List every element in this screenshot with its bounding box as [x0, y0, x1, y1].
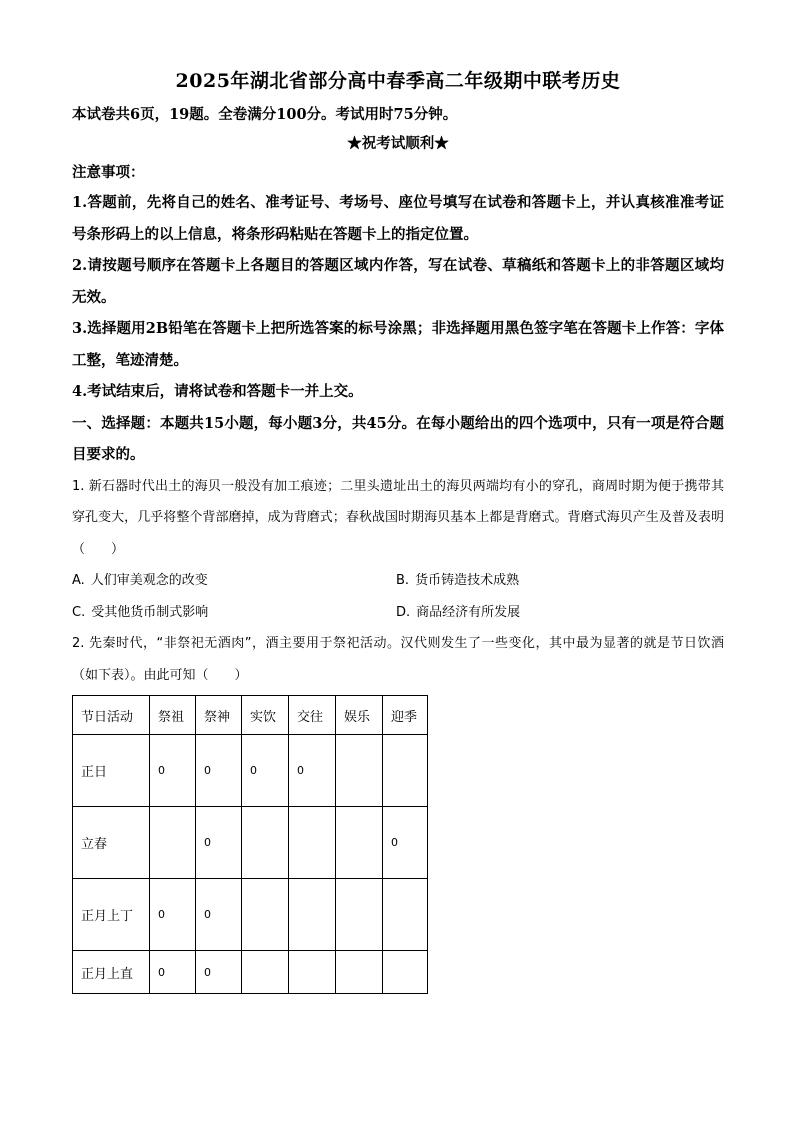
table-cell: [242, 951, 289, 994]
note-item: 4.考试结束后，请将试卷和答题卡一并上交。: [72, 383, 363, 400]
exam-summary: 本试卷共6页，19题。全卷满分100分。考试用时75分钟。: [72, 106, 458, 123]
table-header-cell: 祭祖: [150, 696, 196, 735]
table-header-cell: 迎季: [383, 696, 428, 735]
table-header-cell: 祭神: [196, 696, 242, 735]
table-header-cell: 实饮: [242, 696, 289, 735]
table-cell: 0: [196, 735, 242, 807]
table-cell: [242, 807, 289, 879]
table-row: [73, 879, 428, 951]
table-cell: 0: [150, 879, 196, 951]
table-cell: [383, 951, 428, 994]
table-header-cell: 节日活动: [73, 696, 150, 735]
table-header-cell: 交往: [289, 696, 336, 735]
table-row: [73, 735, 428, 807]
table-cell: 0: [383, 807, 428, 879]
festival-name-cell: 正月上直: [73, 951, 150, 994]
note-item: 1.答题前，先将自己的姓名、准考证号、考场号、座位号填写在试卷和答题卡上，并认真核准准考证号条形码上的以上信息，将条形码粘贴在答题卡上的指定位置。: [72, 194, 724, 243]
option-c: [72, 597, 396, 629]
table-cell: [336, 951, 383, 994]
table-cell: 0: [196, 807, 242, 879]
table-cell: 0: [150, 951, 196, 994]
option-text: 人们审美观念的改变: [90, 573, 208, 588]
option-text: 商品经济有所发展: [416, 604, 521, 620]
question-2-stem: 2. 先秦时代，“非祭祀无酒肉”，酒主要用于祭祀活动。汉代则发生了一些变化，其中最为显著的就是节日饮酒（如下表）。由此可知（ ）: [72, 636, 724, 683]
option-b: [396, 565, 720, 597]
festival-drinking-table: [72, 695, 428, 994]
festival-name-cell: 正月上丁: [73, 879, 150, 951]
table-cell: 0: [196, 951, 242, 994]
option-letter: A.: [72, 573, 85, 588]
table-cell: [383, 735, 428, 807]
table-row: [73, 807, 428, 879]
blessing-line: ★祝考试顺利★: [347, 135, 449, 152]
table-header-cell: 娱乐: [336, 696, 383, 735]
table-cell: [289, 951, 336, 994]
option-text: 货币铸造技术成熟: [415, 573, 520, 588]
table-cell: 0: [289, 735, 336, 807]
note-item: 3.选择题用2B铅笔在答题卡上把所选答案的标号涂黑；非选择题用黑色签字笔在答题卡上作答：字体工整，笔迹清楚。: [72, 320, 724, 369]
table-cell: [336, 879, 383, 951]
section-heading: 一、选择题：本题共15小题，每小题3分，共45分。在每小题给出的四个选项中，只有一项是符合题目要求的。: [72, 414, 724, 463]
table-cell: [336, 807, 383, 879]
option-text: 受其他货币制式影响: [91, 604, 209, 620]
table-row: [73, 951, 428, 994]
table-cell: [383, 879, 428, 951]
question-1-stem: 1. 新石器时代出土的海贝一般没有加工痕迹；二里头遗址出土的海贝两端均有小的穿孔，商周时期为便于携带其穿孔变大，几乎将整个背部磨掉，成为背磨式；春秋战国时期海贝基本上都是背磨式。背磨式海贝产生及普及表明（ ）: [72, 478, 724, 557]
option-letter: B.: [396, 573, 410, 588]
table-cell: [150, 807, 196, 879]
notes-heading: 注意事项：: [72, 164, 145, 181]
option-a: [72, 565, 396, 597]
table-cell: 0: [150, 735, 196, 807]
exam-title: 2025年湖北省部分高中春季高二年级期中联考历史: [175, 70, 621, 92]
festival-name-cell: 立春: [73, 807, 150, 879]
option-letter: C.: [72, 604, 86, 620]
table-cell: 0: [242, 735, 289, 807]
option-d: [396, 597, 720, 629]
festival-name-cell: 正日: [73, 735, 150, 807]
exam-page: [72, 66, 724, 994]
table-cell: 0: [196, 879, 242, 951]
table-header-row: [73, 696, 428, 735]
question-1-options: [72, 565, 724, 628]
table-cell: [242, 879, 289, 951]
note-item: 2.请按题号顺序在答题卡上各题目的答题区域内作答，写在试卷、草稿纸和答题卡上的非答题区域均无效。: [72, 257, 724, 306]
table-cell: [336, 735, 383, 807]
option-letter: D.: [396, 604, 411, 620]
table-cell: [289, 807, 336, 879]
table-cell: [289, 879, 336, 951]
